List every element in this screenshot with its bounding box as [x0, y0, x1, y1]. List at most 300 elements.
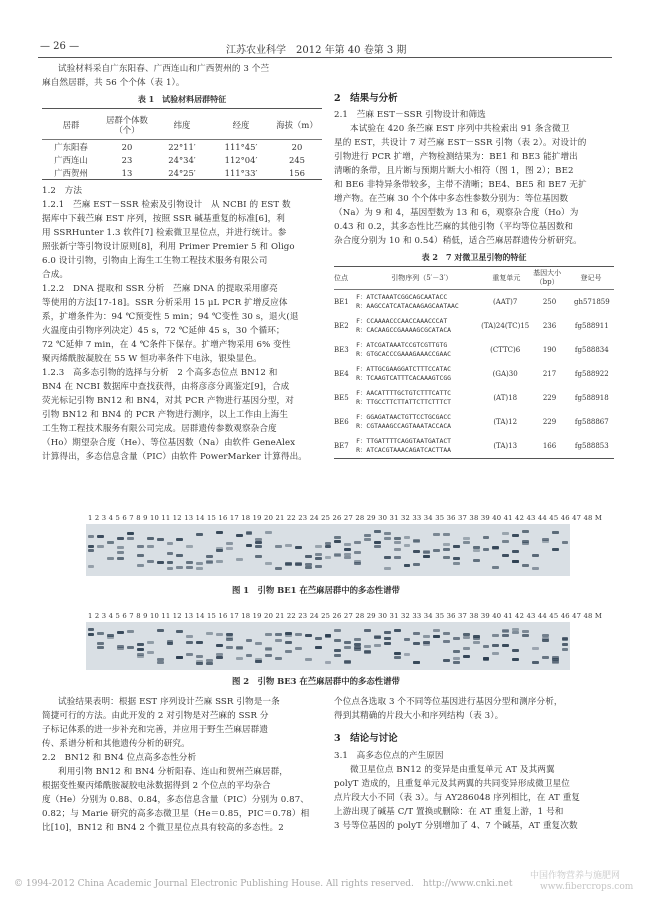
table1-cell: 广西贺州: [54, 167, 88, 178]
gel-band: [236, 647, 243, 650]
section-1-2: 1.2 方法: [42, 186, 83, 196]
gel-band: [502, 540, 509, 543]
table1-cell: 111°33′: [224, 167, 258, 178]
gel-band: [117, 551, 124, 554]
table1-cell: 24°25′: [168, 167, 196, 178]
gel-band: [325, 556, 332, 559]
gel-band: [453, 545, 460, 548]
text-line: 1.2.3 高多态引物的选择与分析 2 个高多态位点 BN12 和: [42, 368, 278, 378]
gel-band: [334, 639, 341, 642]
gel-band: [483, 536, 490, 539]
fig2-lane-numbers: 1 2 3 4 5 6 7 8 9 10 11 12 13 14 15 16 17 18 19 20 21 22 23 24 25 26 27 28 29 30 31 32 33 34 35 36 37 38 39 40 41 42 43 44 45 46 47 48 M: [88, 612, 603, 620]
gel-band: [334, 654, 341, 657]
gel-band: [473, 641, 480, 644]
gel-band: [354, 648, 361, 651]
text-line: 工生物工程技术服务有限公司完成。居群遗传参数观察杂合度: [42, 424, 277, 434]
table-row: [334, 434, 614, 458]
gel-band: [443, 533, 450, 536]
text-line: 简捷可行的方法。由此开发的 2 对引物是对苎麻的 SSR 分: [42, 711, 269, 721]
table2-repeat-cell: (GA)30: [492, 370, 518, 378]
forward-primer: F：ATCTAAATCGGCAGCAATACC: [356, 293, 448, 301]
gel-band: [532, 647, 539, 650]
text-line: 0.43 和 0.2，其多态性比苎麻的其他引物（平均等位基因数和: [334, 222, 574, 232]
gel-band: [97, 642, 104, 645]
table-row: [42, 140, 322, 153]
gel-band: [542, 538, 549, 541]
gel-band: [522, 530, 529, 533]
gel-band: [354, 562, 361, 565]
text-line: 增产物。在苎麻 30 个个体中多态性参数分别为：等位基因数: [334, 194, 569, 204]
gel-band: [413, 661, 420, 664]
gel-band: [384, 637, 391, 640]
table2-size-cell: 166: [542, 442, 557, 450]
table2-header: 登记号: [580, 274, 602, 282]
gel-band: [443, 659, 450, 662]
gel-band: [127, 646, 134, 649]
gel-band: [216, 633, 223, 636]
table2-caption: 表 2 7 对微卫星引物的特征: [421, 252, 527, 262]
gel-band: [167, 552, 174, 555]
gel-band: [334, 536, 341, 539]
gel-band: [502, 629, 509, 632]
table2-acc-cell: gh571859: [573, 298, 610, 306]
gel-band: [186, 545, 193, 548]
table-row: [334, 410, 614, 434]
gel-band: [483, 645, 490, 648]
gel-band: [502, 554, 509, 557]
gel-band: [344, 641, 351, 644]
gel-band: [157, 629, 164, 632]
text-line: 上游出现了碱基 C/T 置换或删除：在 AT 重复上游，1 号和: [334, 807, 564, 817]
gel-band: [216, 547, 223, 550]
table1-cell: 20: [291, 141, 303, 152]
gel-band: [473, 546, 480, 549]
table1-header: 纬度: [173, 120, 191, 130]
text-line: 6.0 设计引物，引物由上海生工生物工程技术服务有限公司: [42, 256, 268, 266]
gel-band: [374, 545, 381, 548]
table2-size-cell: 190: [542, 346, 557, 354]
gel-band: [483, 657, 490, 660]
gel-band: [364, 534, 371, 537]
gel-band: [285, 632, 292, 635]
gel-band: [206, 662, 213, 665]
gel-band: [265, 648, 272, 651]
gel-band: [196, 660, 203, 663]
gel-band: [176, 630, 183, 633]
gel-band: [364, 651, 371, 654]
gel-band: [246, 654, 253, 657]
gel-band: [186, 561, 193, 564]
gel-band: [502, 532, 509, 535]
gel-band: [492, 634, 499, 637]
gel-band: [206, 632, 213, 635]
gel-band: [255, 642, 262, 645]
gel-band: [315, 545, 322, 548]
gel-band: [265, 562, 272, 565]
table2-repeat-cell: (TA)13: [493, 442, 518, 450]
gel-band: [522, 634, 529, 637]
reverse-primer: R：AAGCCATCATACAAGAGCAATAAC: [356, 302, 459, 310]
gel-band: [542, 540, 549, 543]
table1: [42, 111, 322, 179]
table2-header: 重复单元: [492, 273, 521, 282]
gel-band: [137, 643, 144, 646]
gel-band: [127, 532, 134, 535]
gel-band: [433, 549, 440, 552]
gel-band: [453, 650, 460, 653]
gel-band: [502, 644, 509, 647]
gel-band: [325, 542, 332, 545]
text-line: 3 号等位基因的 polyT 分别增加了 4、7 个碱基，AT 重复次数: [334, 821, 578, 831]
gel-band: [147, 651, 154, 654]
gel-band: [226, 542, 233, 545]
gel-band: [344, 556, 351, 559]
section-3-title: 3 结论与讨论: [334, 733, 398, 744]
table1-cell: 广西连山: [54, 154, 88, 165]
gel-band: [137, 545, 144, 548]
gel-band: [315, 565, 322, 568]
table2-locus-cell: BE6: [334, 418, 349, 426]
primer-sequence: [356, 362, 481, 386]
gel-band: [196, 641, 203, 644]
gel-band: [176, 656, 183, 659]
gel-band: [206, 555, 213, 558]
gel-band: [315, 646, 322, 649]
gel-band: [423, 643, 430, 646]
table1-cell: 156: [289, 167, 305, 178]
gel-band: [255, 541, 262, 544]
gel-band: [196, 655, 203, 658]
gel-band: [255, 660, 262, 663]
gel-band: [542, 634, 549, 637]
gel-band: [236, 657, 243, 660]
gel-band: [384, 556, 391, 559]
table2-locus-cell: BE3: [334, 346, 349, 354]
right-column: [334, 90, 614, 459]
gel-band: [562, 541, 569, 544]
table2-size-cell: 250: [542, 298, 557, 306]
primer-sequence: [356, 434, 481, 458]
gel-band: [137, 648, 144, 651]
gel-band: [463, 655, 470, 658]
gel-band: [394, 656, 401, 659]
gel-band: [562, 643, 569, 646]
gel-band: [315, 553, 322, 556]
gel-band: [334, 649, 341, 652]
text-line: 传、系谱分析和其他遗传分析的研究。: [42, 739, 190, 749]
gel-band: [344, 646, 351, 649]
gel-band: [88, 565, 95, 568]
text-line: 微卫星位点 BN12 的变异是由重复单元 AT 及其两翼: [350, 765, 555, 775]
gel-band: [117, 537, 124, 540]
table1-header: 经度: [232, 120, 250, 130]
gel-band: [255, 545, 262, 548]
gel-band: [97, 535, 104, 538]
gel-band: [255, 538, 262, 541]
fig2-gel-image: [86, 622, 570, 670]
gel-band: [374, 541, 381, 544]
gel-band: [354, 541, 361, 544]
gel-band: [275, 567, 282, 570]
gel-band: [334, 554, 341, 557]
gel-band: [384, 532, 391, 535]
text-line: 子标记体系的进一步补充和完善，并应用于野生苎麻居群遗: [42, 725, 269, 735]
gel-band: [423, 635, 430, 638]
gel-band: [255, 555, 262, 558]
gel-band: [512, 631, 519, 634]
table2-acc-cell: fg588853: [574, 442, 609, 450]
gel-band: [384, 642, 391, 645]
table2-size-cell: 229: [542, 418, 557, 426]
gel-band: [473, 549, 480, 552]
gel-band: [473, 559, 480, 562]
left-column: [42, 62, 322, 464]
text-line: 合成。: [42, 270, 69, 280]
forward-primer: F：ATTGCGAAGGATCTTTCCATAC: [356, 365, 452, 373]
gel-band: [413, 632, 420, 635]
gel-band: [88, 628, 95, 631]
gel-band: [196, 533, 203, 536]
section-2-2-title: 2.2 BN12 和 BN4 位点高多态性分析: [42, 753, 197, 763]
gel-band: [433, 635, 440, 638]
table2-locus-cell: BE5: [334, 394, 349, 402]
gel-band: [532, 661, 539, 664]
gel-band: [216, 656, 223, 659]
text-line: 度（He）分别为 0.88、0.84，多态信息含量（PIC）分别为 0.87、: [42, 795, 309, 805]
section-1-2-1: [42, 198, 322, 282]
gel-band: [532, 554, 539, 557]
text-line: polyT 造成的，且重复单元及其两翼的共同变异形成微卫星位: [334, 779, 570, 789]
gel-band: [334, 540, 341, 543]
gel-band: [344, 543, 351, 546]
table1-cell: 13: [121, 167, 133, 178]
gel-band: [463, 647, 470, 650]
gel-band: [344, 661, 351, 664]
gel-band: [334, 629, 341, 632]
text-line: 引物进行 PCR 扩增，产物检测结果为：BE1 和 BE3 能扩增出: [334, 152, 578, 162]
gel-band: [384, 567, 391, 570]
gel-band: [463, 537, 470, 540]
gel-band: [364, 629, 371, 632]
table-row: [334, 314, 614, 338]
gel-band: [157, 658, 164, 661]
gel-band: [453, 657, 460, 660]
gel-band: [453, 557, 460, 560]
gel-band: [443, 556, 450, 559]
text-line: 荧光标记引物 BN12 和 BN4，对其 PCR 产物进行基因分型，对: [42, 396, 294, 406]
gel-band: [216, 653, 223, 656]
gel-band: [433, 533, 440, 536]
gel-band: [344, 548, 351, 551]
gel-band: [404, 638, 411, 641]
gel-band: [147, 641, 154, 644]
journal-title: 江苏农业科学 2012 年第 40 卷第 3 期: [226, 45, 407, 56]
gel-band: [512, 649, 519, 652]
bottom-right-column: [334, 695, 614, 833]
table1-header: 居群个体数（个）: [106, 115, 148, 135]
gel-band: [275, 545, 282, 548]
table1-cell: 24°34′: [168, 154, 196, 165]
gel-band: [275, 633, 282, 636]
table2-header-row: [334, 267, 614, 289]
gel-band: [167, 561, 174, 564]
table-row: [42, 153, 322, 166]
gel-band: [186, 641, 193, 644]
section-1-2-2: [42, 282, 322, 366]
gel-band: [463, 636, 470, 639]
gel-band: [384, 537, 391, 540]
header-rule: [38, 57, 612, 58]
gel-band: [226, 638, 233, 641]
gel-band: [374, 635, 381, 638]
gel-band: [423, 555, 430, 558]
gel-band: [226, 547, 233, 550]
gel-band: [404, 536, 411, 539]
table2-locus-cell: BE4: [334, 370, 349, 378]
gel-band: [305, 658, 312, 661]
gel-band: [226, 633, 233, 636]
gel-band: [522, 564, 529, 567]
gel-band: [186, 635, 193, 638]
gel-band: [354, 551, 361, 554]
gel-band: [542, 656, 549, 659]
gel-band: [196, 562, 203, 565]
text-line: 点片段大小不同（表 3）。与 AY286048 序列相比，在 AT 重复: [334, 793, 581, 803]
gel-band: [167, 567, 174, 570]
table-row: [334, 338, 614, 362]
gel-band: [512, 560, 519, 563]
gel-band: [88, 633, 95, 636]
forward-primer: F：GGAGATAACTGTTCCTGCGACC: [356, 413, 452, 421]
gel-band: [246, 639, 253, 642]
table1-cell: 23: [121, 154, 133, 165]
gel-band: [295, 546, 302, 549]
gel-band: [167, 642, 174, 645]
gel-band: [176, 538, 183, 541]
gel-band: [502, 634, 509, 637]
table1-header: 居群: [62, 120, 80, 130]
table2-repeat-cell: (TA)24(TC)15: [481, 322, 530, 330]
gel-band: [552, 658, 559, 661]
section-2-1-title: 2.1 苎麻 EST－SSR 引物设计和筛选: [334, 110, 486, 120]
gel-band: [473, 637, 480, 640]
text-line: 1.2.2 DNA 提取和 SSR 分析 苎麻 DNA 的提取采用廖亮: [42, 284, 278, 294]
gel-band: [512, 550, 519, 553]
gel-band: [562, 648, 569, 651]
gel-band: [216, 531, 223, 534]
gel-band: [325, 661, 332, 664]
gel-band: [423, 551, 430, 554]
primer-sequence: [356, 338, 481, 362]
gel-band: [552, 548, 559, 551]
gel-band: [354, 638, 361, 641]
primer-sequence: [356, 386, 481, 410]
gel-band: [265, 633, 272, 636]
primer-sequence: [356, 410, 481, 434]
gel-band: [295, 633, 302, 636]
text-line: 杂合度分别为 10 和 0.54）稍低，适合苎麻居群遗传分析研究。: [334, 236, 582, 246]
text-line: 个位点各选取 3 个不同等位基因进行基因分型和测序分析，: [334, 697, 563, 707]
text-line: 比[10]，BN12 和 BN4 2 个微卫星位点具有较高的多态性。2: [42, 823, 284, 833]
table1-cell: 20: [121, 141, 133, 152]
gel-band: [127, 630, 134, 633]
gel-band: [305, 566, 312, 569]
gel-band: [275, 657, 282, 660]
gel-band: [522, 542, 529, 545]
gel-band: [88, 549, 95, 552]
gel-band: [147, 537, 154, 540]
gel-band: [522, 630, 529, 633]
gel-band: [562, 638, 569, 641]
gel-band: [137, 564, 144, 567]
primer-sequence: [356, 290, 481, 314]
gel-band: [107, 541, 114, 544]
text-line: 火温度由引物序列决定）45 s，72 ℃延伸 45 s，30 个循环；: [42, 326, 285, 336]
gel-band: [285, 641, 292, 644]
gel-band: [117, 557, 124, 560]
gel-band: [443, 543, 450, 546]
table2-body: [334, 290, 614, 458]
gel-band: [384, 631, 391, 634]
fig1-gel-image: [86, 524, 570, 576]
gel-band: [413, 540, 420, 543]
table2-locus-cell: BE7: [334, 442, 349, 450]
gel-band: [285, 650, 292, 653]
gel-band: [236, 534, 243, 537]
gel-band: [265, 531, 272, 534]
table1-cell: 广东阳春: [54, 141, 88, 152]
table2-header: 基因大小（bp）: [533, 269, 562, 286]
bottom-left-column: [42, 695, 322, 835]
gel-band: [463, 541, 470, 544]
gel-band: [107, 636, 114, 639]
watermark-url: www.fibercrops.com: [540, 882, 634, 892]
section-3-1-title: 3.1 高多态位点的产生原因: [334, 751, 444, 761]
gel-band: [552, 661, 559, 664]
gel-band: [275, 639, 282, 642]
gel-band: [216, 560, 223, 563]
gel-band: [453, 661, 460, 664]
gel-band: [157, 538, 164, 541]
table1-cell: 112°04′: [224, 154, 258, 165]
intro-line-1: 试验材料采自广东阳春、广西连山和广西贺州的 3 个苎: [58, 64, 270, 74]
text-line: （Na）为 9 和 4，基因型数为 13 和 6，观察杂合度（Ho）为: [334, 208, 579, 218]
gel-band: [374, 530, 381, 533]
gel-band: [394, 548, 401, 551]
gel-band: [295, 562, 302, 565]
text-line: （Ho）期望杂合度（He）、等位基因数（Na）由软件 GeneAlex: [42, 438, 296, 448]
text-line: 等使用的方法[17-18]。SSR 分析采用 15 μL PCR 扩增反应体: [42, 298, 288, 308]
gel-band: [483, 548, 490, 551]
gel-band: [117, 631, 124, 634]
gel-band: [453, 562, 460, 565]
table2: [334, 267, 614, 290]
table2-header: 引物序列（5′－3′）: [391, 274, 453, 282]
gel-band: [394, 556, 401, 559]
gel-band: [216, 644, 223, 647]
gel-band: [443, 632, 450, 635]
gel-band: [394, 537, 401, 540]
gel-band: [196, 567, 203, 570]
text-line: 根据变性聚丙烯酰胺凝胶电泳数据得到 2 个位点的平均杂合: [42, 781, 271, 791]
text-line: 清晰的条带，且片断与预期片断大小相符（图 1，图 2）；BE2: [334, 166, 574, 176]
table2-size-cell: 229: [542, 394, 557, 402]
table2-size-cell: 236: [542, 322, 557, 330]
gel-band: [512, 628, 519, 631]
gel-band: [492, 652, 499, 655]
table1-header-row: [42, 111, 322, 139]
gel-band: [413, 642, 420, 645]
